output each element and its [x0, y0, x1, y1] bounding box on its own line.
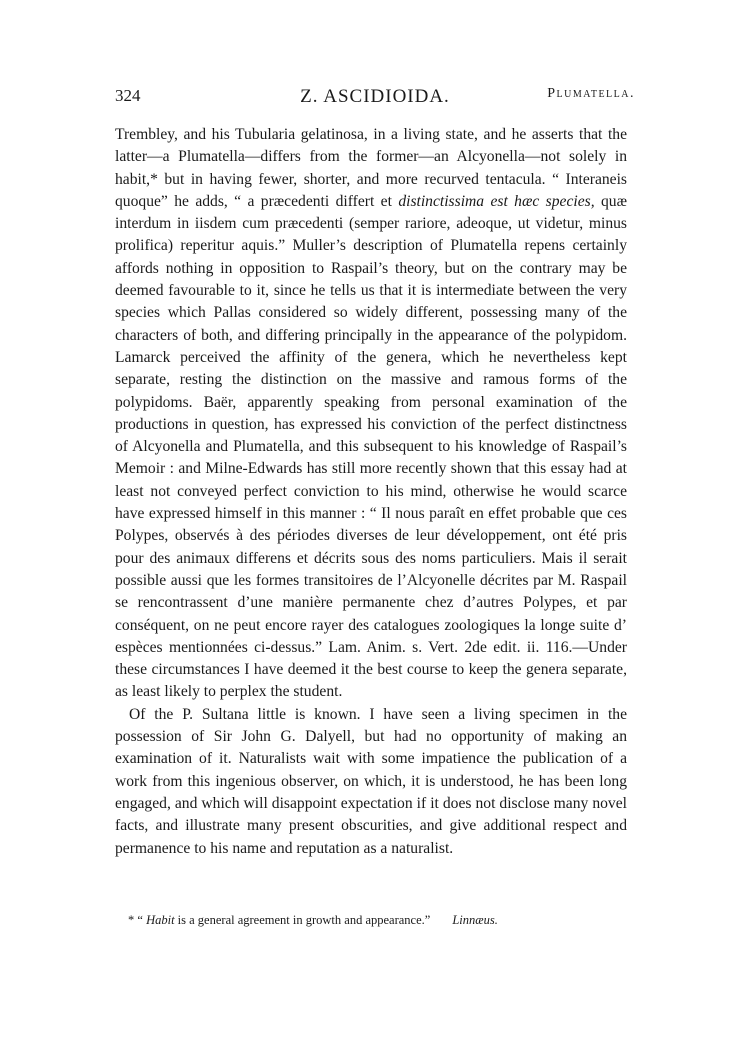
text-segment: Trembley, and his Tubularia gelatinosa, in a living state, and he asserts that the latter—a Plumatella—differs from the former—an Alcyonella—not solely in habit,* but in having fewer, shorter, and more recurved tentacula. “ Interaneis quoque” he adds, “ a præcedenti differt et — [115, 126, 627, 210]
footnote-term: Habit — [146, 913, 175, 927]
paragraph — [115, 704, 627, 860]
text-segment: Of the P. Sultana little is known. I have seen a living specimen in the possession of Sir John G. Dalyell, but had no opportunity of making an examination of it. Naturalists wait with some impatience the publication of a work from this ingenious observer, on which, it is understood, he has been long engaged, and which will disappoint expectation if it does not disclose many novel facts, and illustrate many present obscurities, and give additional respect and permanence to his name and reputation as a naturalist. — [115, 705, 627, 857]
footnote — [128, 912, 608, 928]
page-number: 324 — [115, 86, 141, 105]
text-segment: quæ interdum in iisdem cum præcedenti (semper rariore, adeoque, ut videtur, minus prolifica) reperitur aquis.” Muller’s description of Plumatella repens certainly affords nothing in opposition to Raspail’s theory, but on the contrary may be deemed favourable to it, since he tells us that it is intermediate between the very species which Pallas considered so widely different, possessing many of the characters of both, and differing principally in the appearance of the polypidom. Lamarck perceived the affinity of the genera, which he nevertheless kept separate, resting the distinction on the massive and ramous forms of the polypidoms. Baër, apparently speaking from personal examination of the productions in question, has expressed his conviction of the perfect distinctness of Alcyonella and Plumatella, and this subsequent to his knowledge of Raspail’s Memoir : and Milne-Edwards has still more recently shown that this essay had at least not conveyed perfect conviction to his mind, otherwise he would scarce have expressed himself in this manner : “ Il nous paraît en effet probable que ces Polypes, observés à des périodes diverses de leur développement, ont été pris pour des animaux differens et décrits sous des noms particuliers. Mais il serait possible aussi que les formes transitoires de l’Alcyonelle décrites par M. Raspail se rencontrassent d’une manière permanente chez d’autres Polypes, et par conséquent, on ne peut encore rayer des catalogues zoologiques la longe suite d’ espèces mentionnées ci-dessus.” Lam. Anim. s. Vert. 2de edit. ii. 116.—Under these circumstances I have deemed it the best course to keep the genera separate, as least likely to perplex the student. — [115, 192, 628, 701]
paragraph — [115, 124, 627, 704]
footnote-marker: * “ — [128, 913, 147, 927]
chapter-title: Z. ASCIDIOIDA. — [300, 86, 450, 107]
footnote-text: is a general agreement in growth and appearance.” — [174, 913, 431, 927]
body-text — [115, 124, 627, 860]
italic-text-segment: distinctissima est hæc species, — [398, 192, 595, 210]
running-head-genus: Plumatella. — [547, 86, 635, 101]
footnote-attribution: Linnæus. — [452, 913, 498, 927]
running-head — [115, 86, 635, 110]
